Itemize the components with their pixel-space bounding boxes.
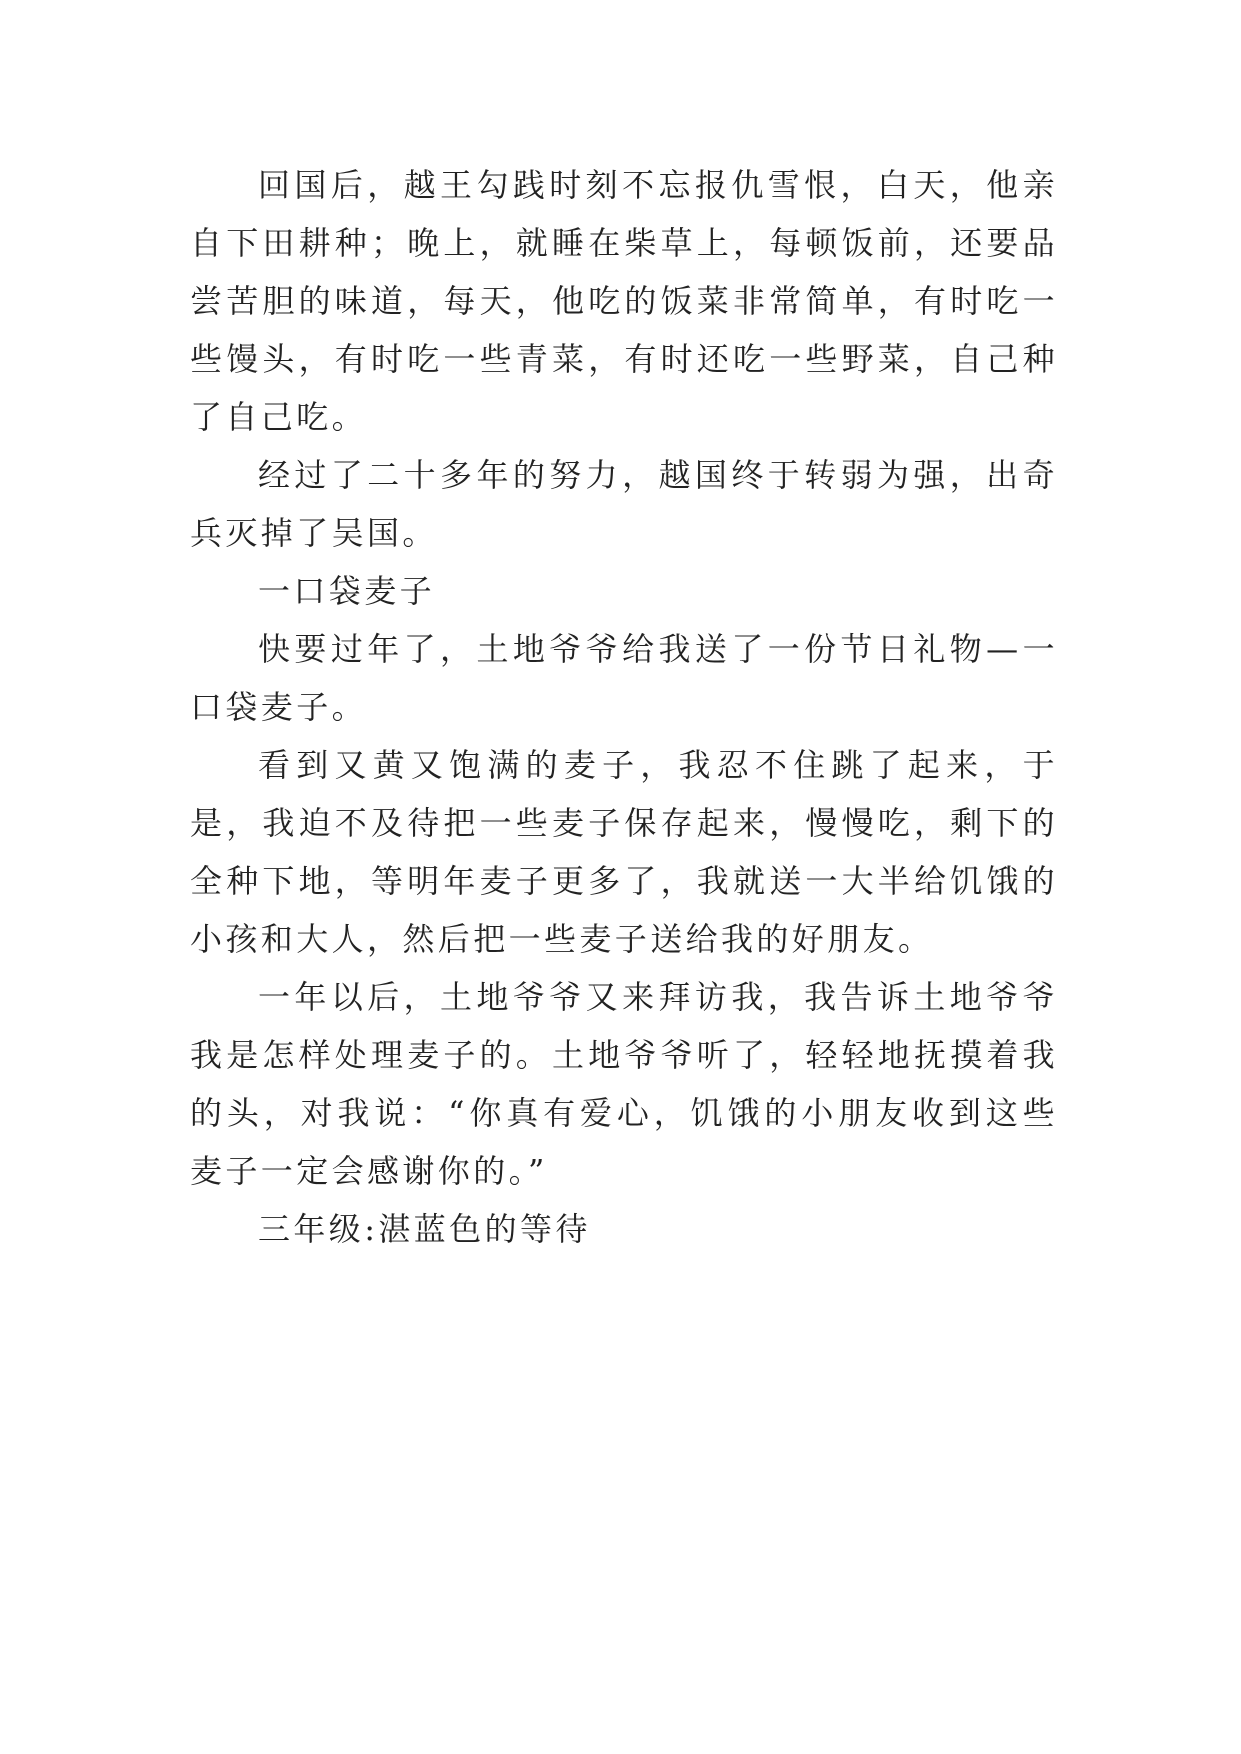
paragraph-wheat-plan: 看到又黄又饱满的麦子，我忍不住跳了起来，于是，我迫不及待把一些麦子保存起来，慢慢吃，剩下的全种下地，等明年麦子更多了，我就送一大半给饥饿的小孩和大人，然后把一些麦子送给我的好朋友。 bbox=[190, 746, 1058, 958]
paragraph-goujian-revenge: 回国后，越王勾践时刻不忘报仇雪恨，白天，他亲自下田耕种；晚上，就睡在柴草上，每顿饭前，还要品尝苦胆的味道，每天，他吃的饭菜非常简单，有时吃一些馒头，有时吃一些青菜，有时还吃一些野菜，自己种了自己吃。 bbox=[190, 166, 1058, 436]
paragraph-yue-defeats-wu: 经过了二十多年的努力，越国终于转弱为强，出奇兵灭掉了吴国。 bbox=[190, 456, 1058, 552]
paragraph-year-later: 一年以后，土地爷爷又来拜访我，我告诉土地爷爷我是怎样处理麦子的。土地爷爷听了，轻轻地抚摸着我的头，对我说：“你真有爱心，饥饿的小朋友收到这些麦子一定会感谢你的。” bbox=[190, 978, 1058, 1190]
document-body bbox=[190, 156, 1058, 1258]
section-title-blue-waiting: 三年级:湛蓝色的等待 bbox=[258, 1210, 591, 1248]
paragraph-gift-of-wheat: 快要过年了，土地爷爷给我送了一份节日礼物—一口袋麦子。 bbox=[190, 630, 1058, 726]
section-title-wheat-bag: 一口袋麦子 bbox=[258, 572, 436, 610]
